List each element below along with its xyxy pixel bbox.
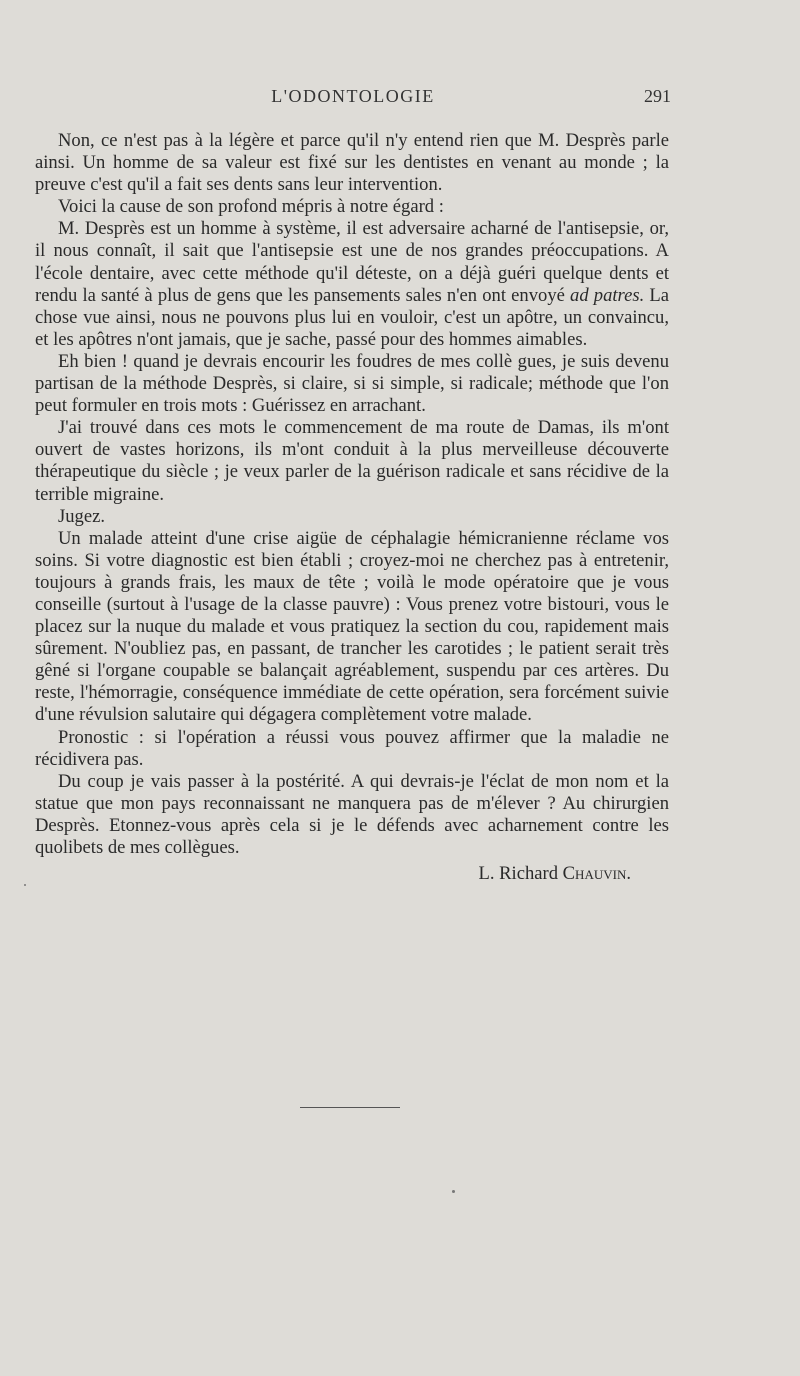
article-body	[35, 130, 669, 885]
paper-speck	[24, 884, 26, 886]
journal-title: L'ODONTOLOGIE	[271, 86, 435, 106]
paragraph-5: J'ai trouvé dans ces mots le commencement de ma route de Damas, ils m'ont ouvert de vastes horizons, ils m'ont conduit à la plus merveilleuse découverte thérapeutique du siècle ; je veux parler de la guérison radicale et sans récidive de la terrible migraine.	[35, 417, 669, 505]
author-first-name: L. Richard	[478, 863, 558, 885]
paper-speck	[452, 1190, 455, 1193]
paragraph-2: Voici la cause de son profond mépris à notre égard :	[58, 196, 444, 218]
paragraph-3-text: M. Desprès est un homme à système, il est adversaire acharné de l'antisepsie, or, il nous connaît, il sait que l'antisepsie est une de nos grandes préoccupations. A l'école dentaire, avec cette méthode qu'il déteste, on a déjà guéri quelque dents et rendu la santé à plus de gens que les pansements sales n'en ont envoyé	[35, 218, 669, 306]
author-signature	[35, 863, 669, 885]
running-head	[35, 86, 671, 112]
page-number: 291	[644, 86, 671, 106]
paragraph-3	[35, 218, 669, 351]
paragraph-4: Eh bien ! quand je devrais encourir les foudres de mes collè gues, je suis devenu partisan de la méthode Desprès, si claire, si si simple, si radicale; méthode que l'on peut formuler en trois mots : Guérissez en arrachant.	[35, 350, 669, 417]
paragraph-9: Du coup je vais passer à la postérité. A qui devrais-je l'éclat de mon nom et la statue que mon pays reconnaissant ne manquera pas de m'élever ? Au chirurgien Desprès. Etonnez-vous après cela si je le défends avec acharnement contre les quolibets de mes collègues.	[35, 770, 669, 858]
author-surname: Chauvin	[562, 863, 627, 885]
end-rule	[300, 1107, 400, 1108]
paragraph-8: Pronostic : si l'opération a réussi vous pouvez affirmer que la maladie ne récidivera pas.	[35, 726, 669, 770]
paragraph-7: Un malade atteint d'une crise aigüe de céphalagie hémicranienne réclame vos soins. Si votre diagnostic est bien établi ; croyez-moi ne cherchez pas à entretenir, toujours à grands frais, les maux de tête ; voilà le mode opératoire que je vous conseille (surtout à l'usage de la classe pauvre) : Vous prenez votre bistouri, vous le placez sur la nuque du malade et vous pratiquez la section du cou, rapidement mais sûrement. N'oubliez pas, en passant, de trancher les carotides ; le patient serait très gêné si l'organe coupable se balançait agréablement, suspendu par ces artères. Du reste, l'hémorragie, conséquence immédiate de cette opération, sera forcément suivie d'une révulsion salutaire qui dégagera complètement votre malade.	[35, 527, 669, 726]
italic-phrase: ad patres.	[570, 284, 645, 306]
paragraph-3-continued: La chose vue ainsi, nous ne pouvons plus lui en vouloir, c'est un apôtre, un convaincu, et les apôtres n'ont jamais, que je sache, passé pour des hommes aimables.	[35, 284, 670, 350]
paragraph-1: Non, ce n'est pas à la légère et parce qu'il n'y entend rien que M. Desprès parle ainsi. Un homme de sa valeur est fixé sur les dentistes en venant au monde ; la preuve c'est qu'il a fait ses dents sans leur intervention.	[35, 130, 669, 196]
paragraph-6: Jugez.	[58, 505, 105, 527]
signature-period: .	[626, 863, 631, 885]
